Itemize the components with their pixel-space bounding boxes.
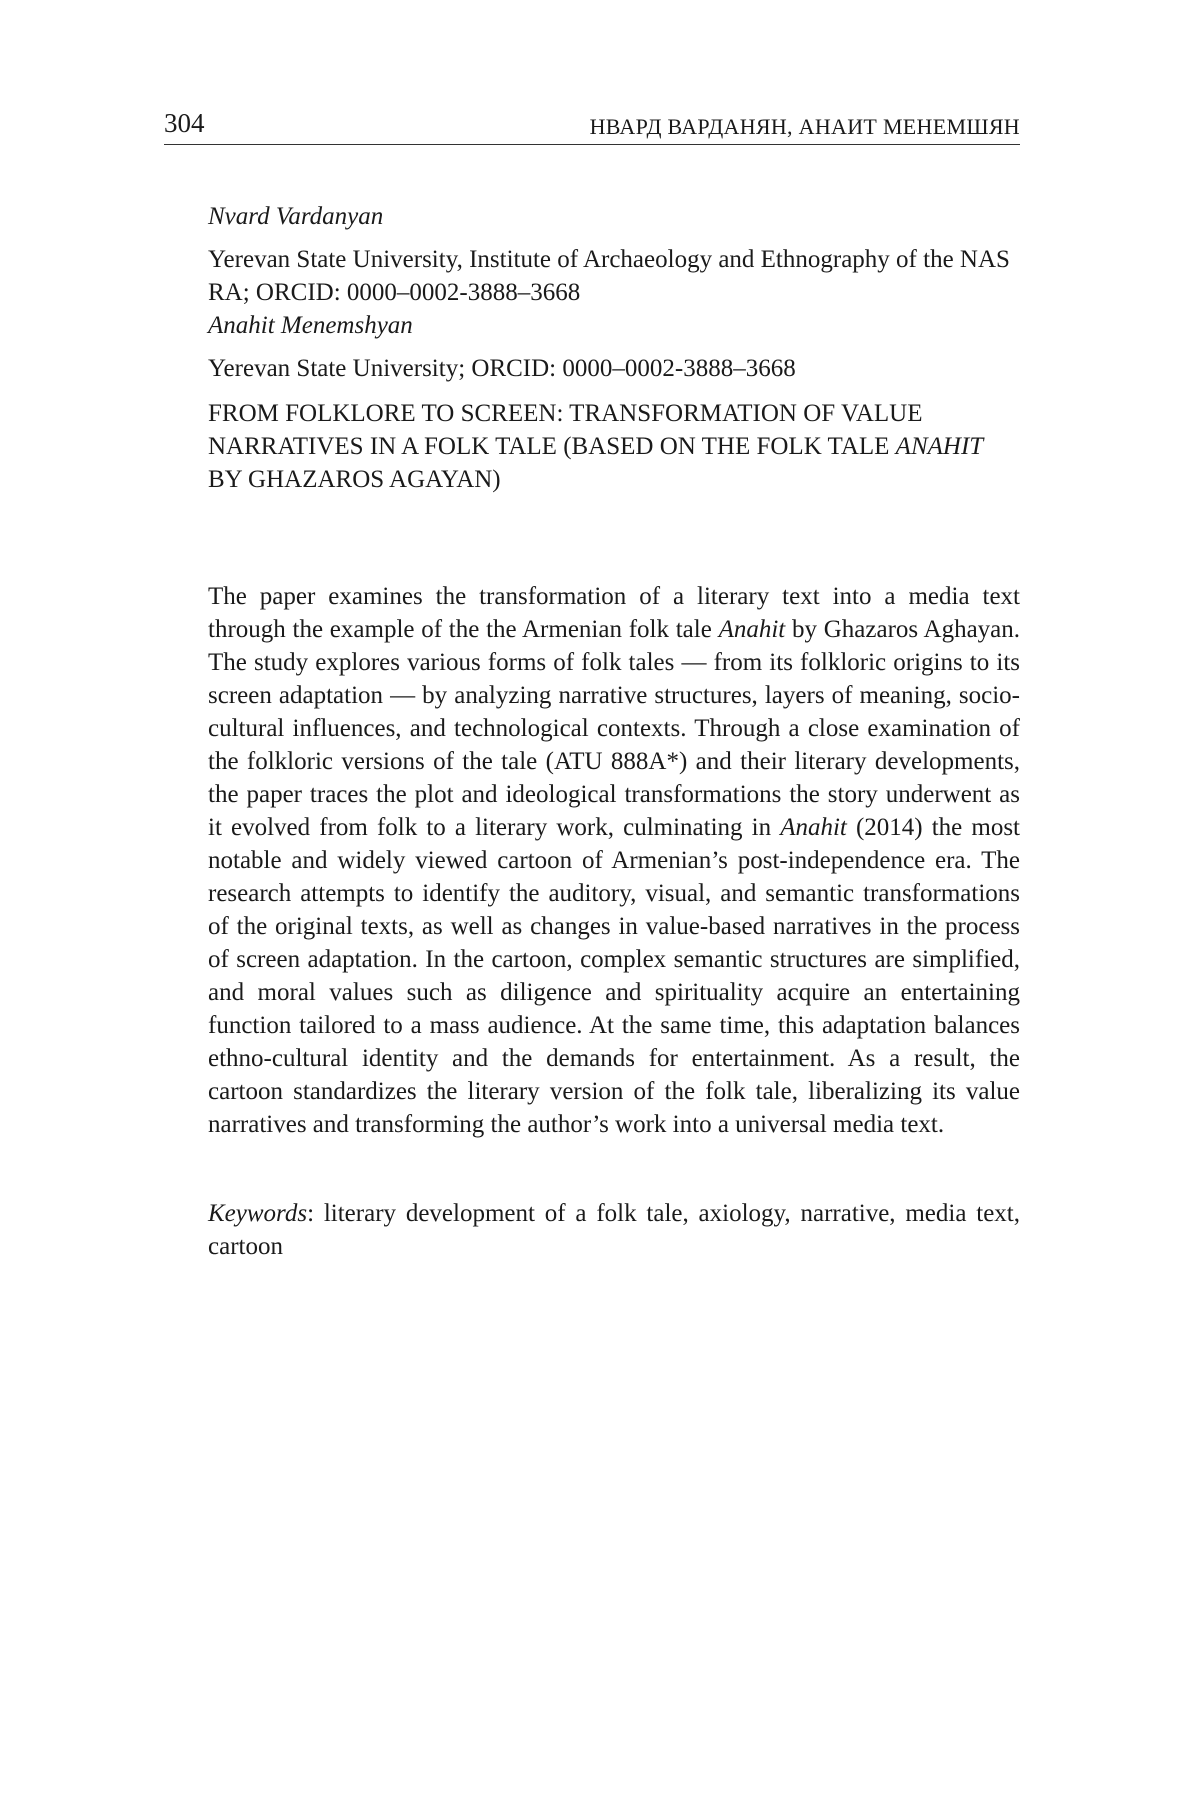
abstract-tale-name-1: Anahit: [718, 616, 786, 643]
article-front-matter: [208, 200, 1020, 1263]
article-title: [208, 397, 1020, 496]
article-title-part2: BY GHAZAROS AGAYAN): [208, 466, 501, 493]
running-head: НВАРД ВАРДАНЯН, АНАИТ МЕНЕМШЯН: [589, 114, 1020, 139]
abstract: [208, 580, 1020, 1141]
author-name-2: Anahit Menemshyan: [208, 312, 413, 339]
article-title-part1: FROM FOLKLORE TO SCREEN: TRANSFORMATION OF VALUE NARRATIVES IN A FOLK TALE (BASED ON THE FOLK TALE: [208, 400, 923, 460]
page-number: 304: [164, 108, 205, 138]
author-affiliation-1: Yerevan State University, Institute of Archaeology and Ethnography of the NAS RA; ORCID: 0000–0002-3888–3668: [208, 246, 1010, 306]
abstract-text-3: (2014) the most notable and widely viewed cartoon of Armenian’s post-independence era. The research attempts to identify the auditory, visual, and semantic transformations of the original texts, as well as changes in value-based narratives in the process of screen adaptation. In the cartoon, complex semantic structures are simplified, and moral values such as diligence and spirituality acquire an entertaining function tailored to a mass audience. At the same time, this adaptation balances ethno-cultural identity and the demands for entertainment. As a result, the cartoon standardizes the literary version of the folk tale, liberalizing its value narratives and transforming the author’s work into a universal media text.: [208, 814, 1020, 1138]
keywords-text: : literary development of a folk tale, axiology, narrative, media text, cartoon: [208, 1200, 1020, 1260]
abstract-text-2: by Ghazaros Aghayan. The study explores various forms of folk tales — from its folkloric origins to its screen adaptation — by analyzing narrative structures, layers of meaning, socio-cultural influences, and technological contexts. Through a close examination of the folkloric versions of the tale (ATU 888A*) and their literary developments, the paper traces the plot and ideological transformations the story underwent as it evolved from folk to a literary work, culminating in: [208, 616, 1021, 841]
keywords: [208, 1197, 1020, 1263]
author-affiliation-2: Yerevan State University; ORCID: 0000–0002-3888–3668: [208, 355, 796, 382]
abstract-text-1: The paper examines the transformation of a literary text into a media text through the example of the the Armenian folk tale: [208, 583, 1020, 643]
abstract-tale-name-2: Anahit: [780, 814, 847, 841]
keywords-label: Keywords: [208, 1200, 308, 1227]
article-title-tale-name: ANAHIT: [895, 433, 984, 460]
author-name-1: Nvard Vardanyan: [208, 203, 384, 230]
page-header: [164, 104, 1020, 145]
